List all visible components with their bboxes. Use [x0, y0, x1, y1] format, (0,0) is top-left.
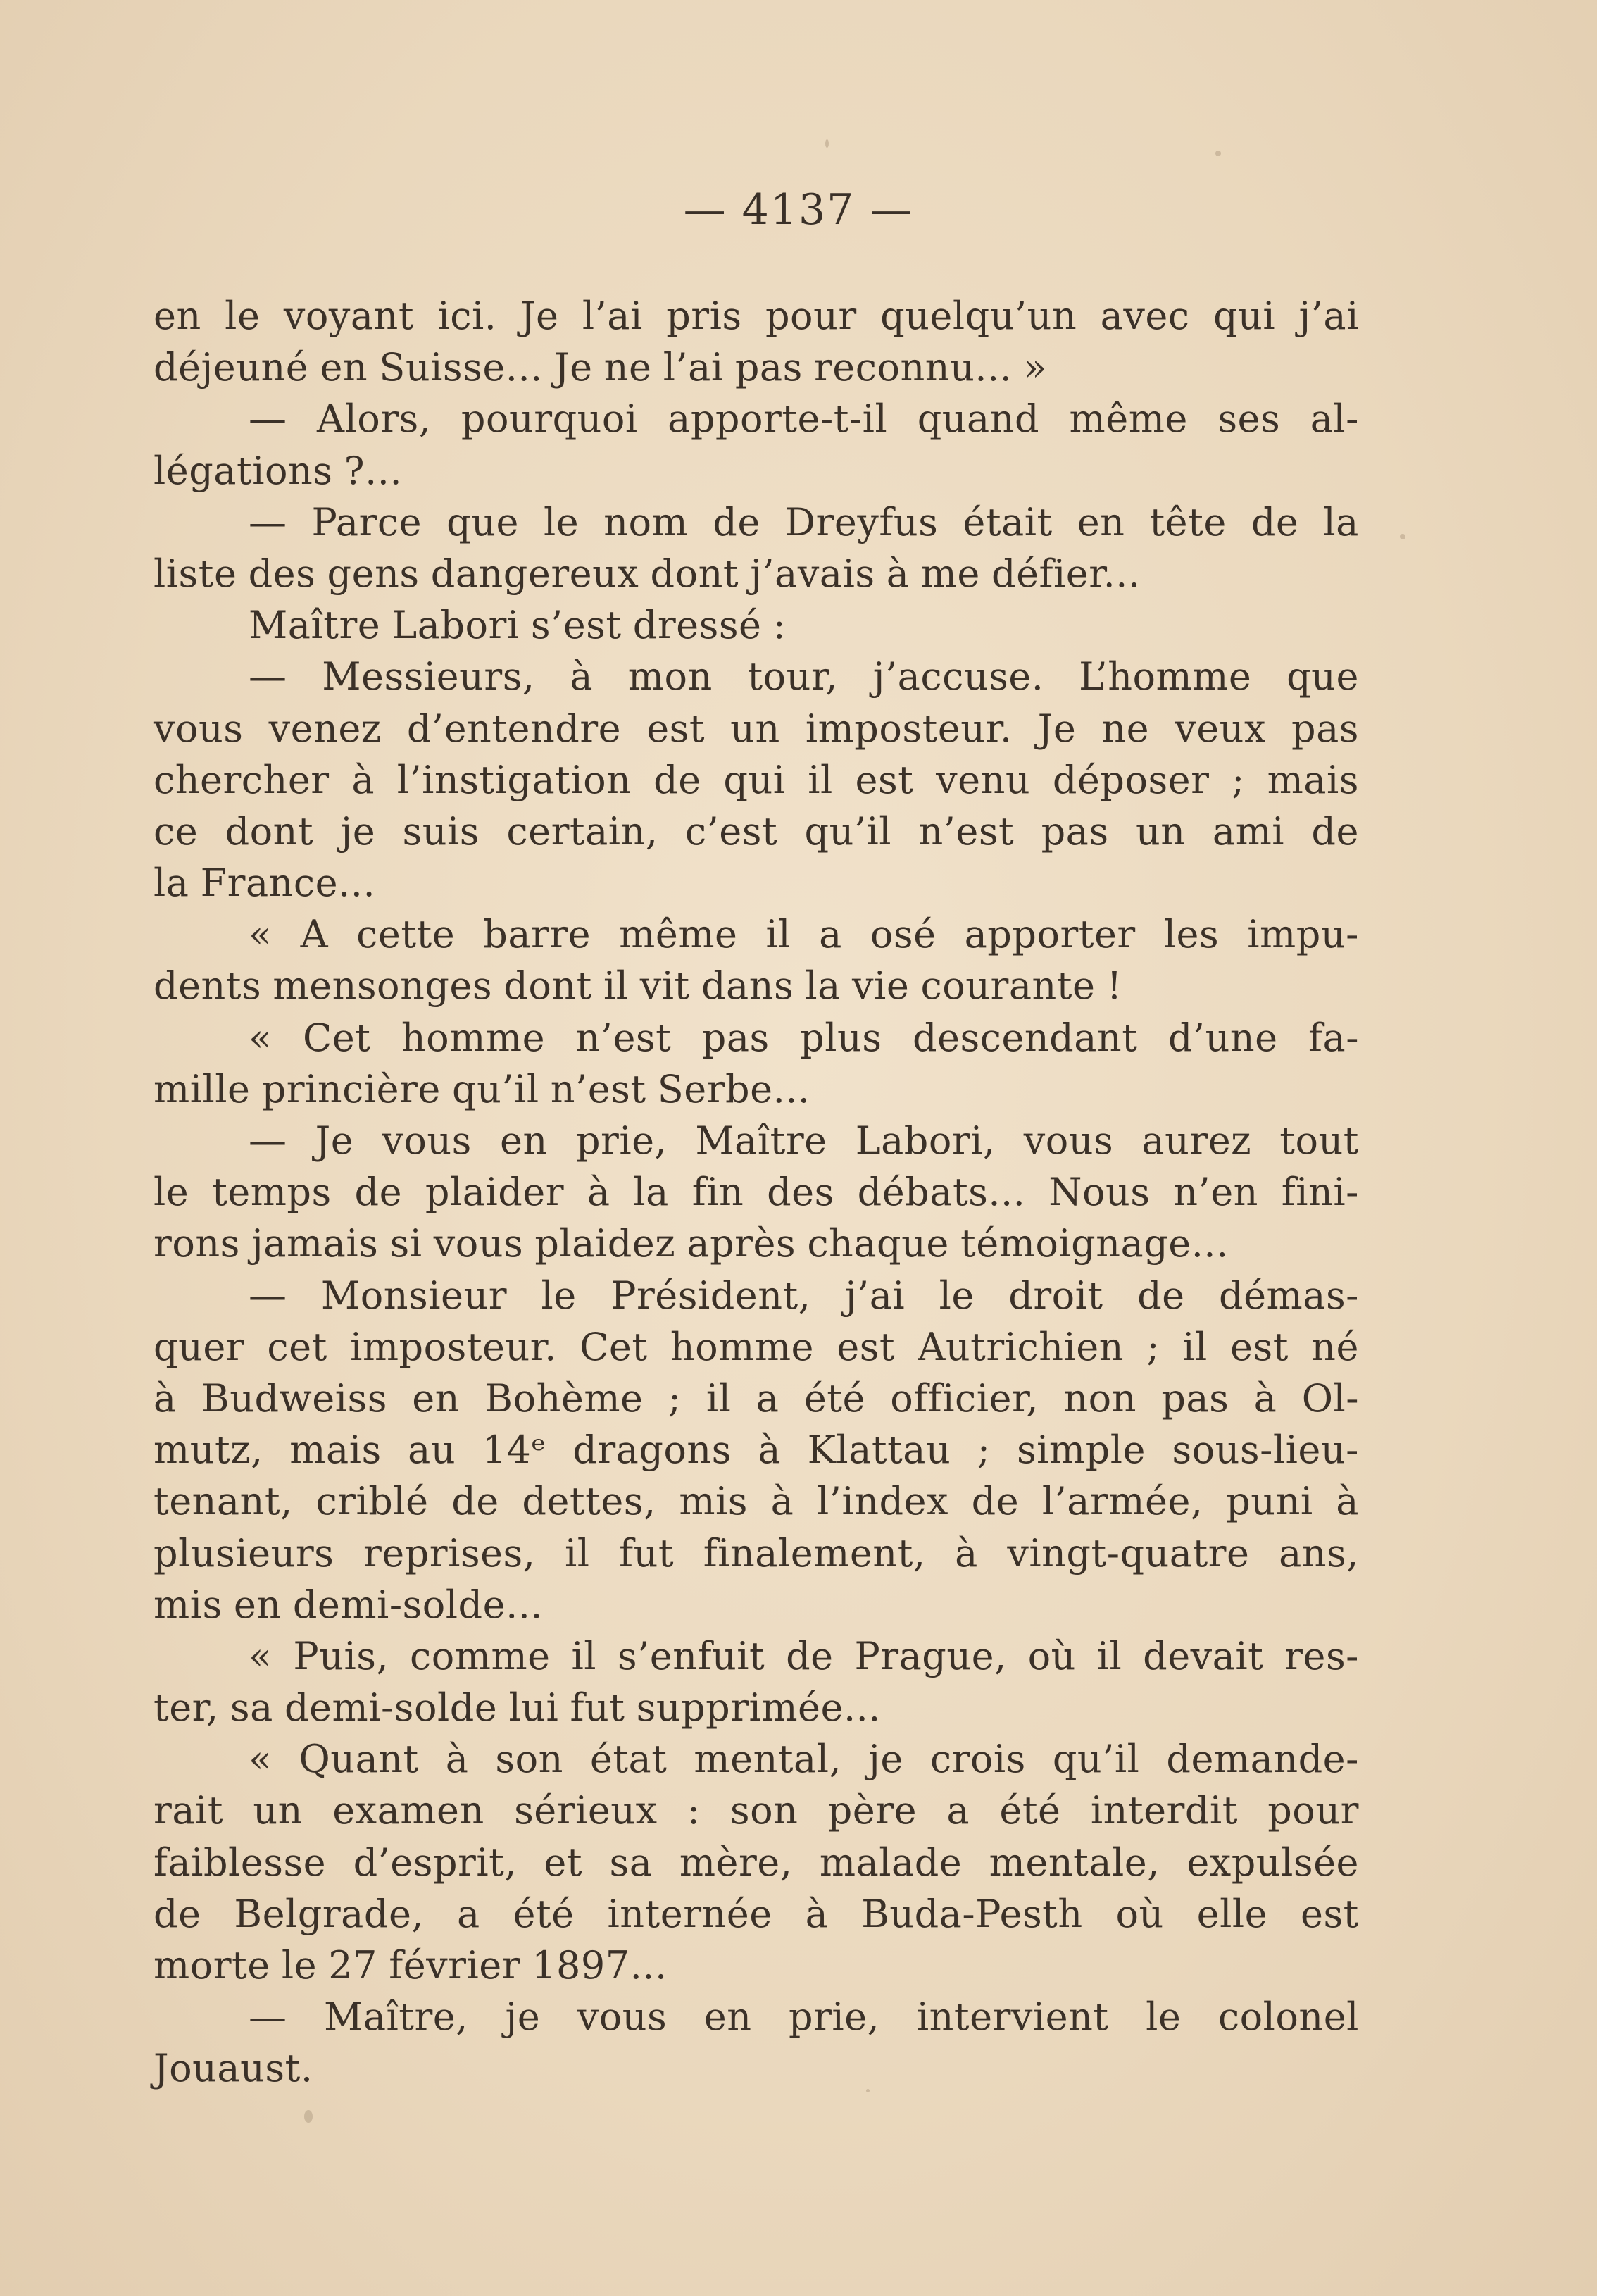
text-line: — Je vous en prie, Maître Labori, vous aurez tout	[249, 1118, 1359, 1163]
text-line: « Cet homme n’est pas plus descendant d’une fa-	[249, 1015, 1359, 1060]
paper-speck	[866, 2089, 870, 2092]
page-body-text	[154, 290, 1359, 2095]
text-line: quer cet imposteur. Cet homme est Autrichien ; il est né	[154, 1324, 1359, 1369]
text-line: Jouaust.	[154, 2046, 313, 2091]
text-line: vous venez d’entendre est un imposteur. Je ne veux pas	[154, 706, 1359, 751]
paper-speck	[1400, 534, 1405, 539]
paper-speck	[1215, 151, 1221, 156]
paper-speck	[304, 2110, 313, 2123]
text-line: — Monsieur le Président, j’ai le droit de démas-	[249, 1273, 1359, 1318]
text-line: — Maître, je vous en prie, intervient le colonel	[249, 1995, 1359, 2040]
text-line: rait un examen sérieux : son père a été interdit pour	[154, 1788, 1359, 1833]
text-line: rons jamais si vous plaidez après chaque témoignage...	[154, 1221, 1229, 1266]
text-line: mutz, mais au 14ᵉ dragons à Klattau ; simple sous-lieu-	[154, 1428, 1359, 1473]
text-line: « Puis, comme il s’enfuit de Prague, où il devait res-	[249, 1633, 1359, 1678]
text-line: en le voyant ici. Je l’ai pris pour quelqu’un avec qui j’ai	[154, 294, 1359, 338]
text-line: « A cette barre même il a osé apporter les impu-	[249, 912, 1359, 957]
text-line: légations ?...	[154, 448, 403, 493]
text-line: déjeuné en Suisse... Je ne l’ai pas reconnu... »	[154, 345, 1048, 390]
page-number: — 4137 —	[683, 185, 914, 235]
text-line: mille princière qu’il n’est Serbe...	[154, 1066, 810, 1111]
text-line: à Budweiss en Bohème ; il a été officier, non pas à Ol-	[154, 1375, 1359, 1421]
text-line: chercher à l’instigation de qui il est venu déposer ; mais	[154, 757, 1359, 802]
paper-speck	[825, 139, 829, 148]
text-line: ce dont je suis certain, c’est qu’il n’est pas un ami de	[154, 809, 1359, 854]
text-line: tenant, criblé de dettes, mis à l’index de l’armée, puni à	[154, 1479, 1359, 1524]
text-line: — Parce que le nom de Dreyfus était en tête de la	[249, 499, 1359, 544]
text-line: morte le 27 février 1897...	[154, 1943, 668, 1988]
text-line: plusieurs reprises, il fut finalement, à vingt-quatre ans,	[154, 1530, 1359, 1576]
text-line: liste des gens dangereux dont j’avais à me défier...	[154, 551, 1141, 596]
text-line: — Messieurs, à mon tour, j’accuse. L’homme que	[249, 654, 1359, 699]
text-line: le temps de plaider à la fin des débats... Nous n’en fini-	[154, 1170, 1359, 1215]
text-line: de Belgrade, a été internée à Buda-Pesth où elle est	[154, 1891, 1359, 1936]
text-line: mis en demi-solde...	[154, 1582, 544, 1627]
text-line: — Alors, pourquoi apporte-t-il quand même ses al-	[249, 397, 1359, 442]
text-line: ter, sa demi-solde lui fut supprimée...	[154, 1685, 881, 1730]
text-line: « Quant à son état mental, je crois qu’il demande-	[249, 1737, 1359, 1782]
text-line: Maître Labori s’est dressé :	[249, 603, 787, 648]
text-line: faiblesse d’esprit, et sa mère, malade mentale, expulsée	[154, 1840, 1359, 1885]
text-line: la France...	[154, 861, 376, 906]
text-line: dents mensonges dont il vit dans la vie courante !	[154, 963, 1122, 1009]
